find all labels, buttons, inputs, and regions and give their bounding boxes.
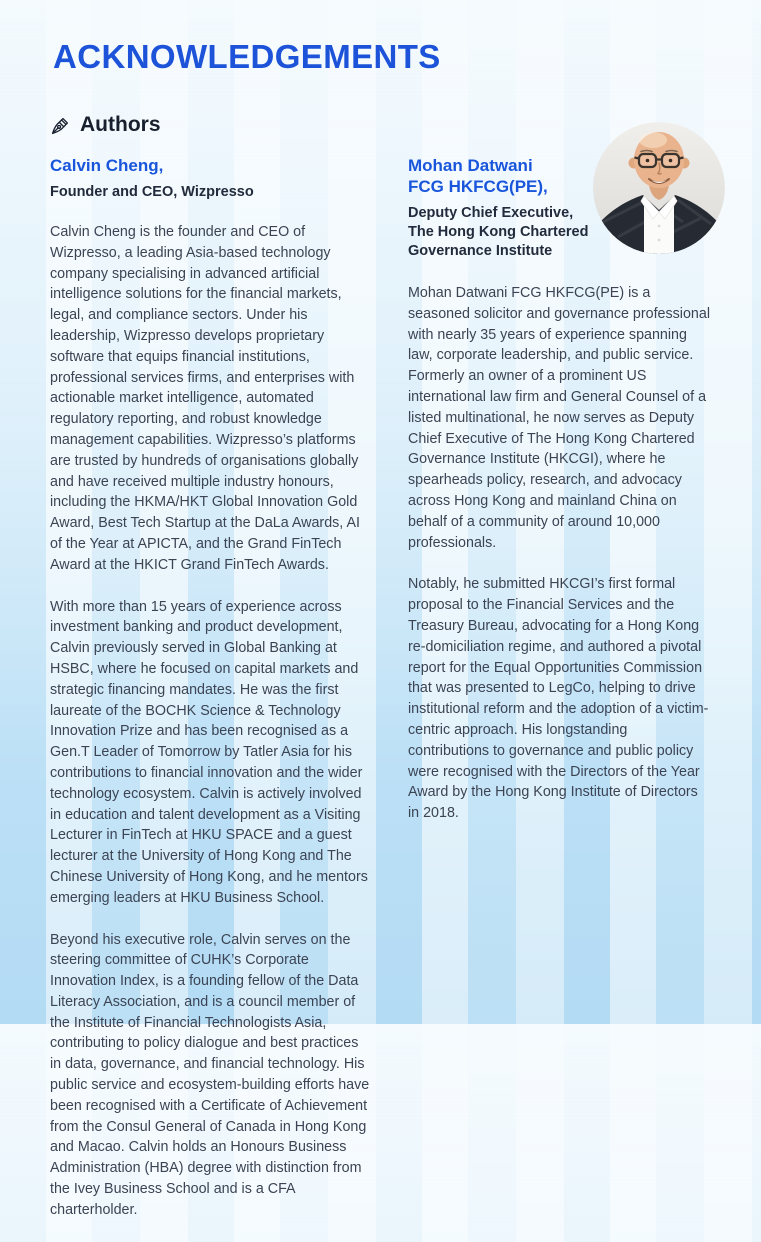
bio-paragraph: Mohan Datwani FCG HKFCG(PE) is a seasoned solicitor and governance professional with nearly 35 years of experience spanning law, corporate leadership, and public service. Formerly an owner of a prominent US international law firm and General Counsel of a listed multinational, he now serves as Deputy Chief Executive of The Hong Kong Chartered Governance Institute (HKCGI), where he spearheads policy, research, and advocacy across Hong Kong and mainland China on behalf of a community of around 10,000 professionals. <box>408 285 711 551</box>
authors-columns <box>50 155 711 1242</box>
author-photo <box>593 122 725 254</box>
bio-paragraph: Notably, he submitted HKCGI’s first formal proposal to the Financial Services and the Treasury Bureau, advocating for a Hong Kong re-domiciliation regime, and authored a pivotal report for the Equal Opportunities Commission that was presented to LegCo, helping to drive institutional reform and the adoption of a victim-centric approach. His longstanding contributions to governance and public policy were recognised with the Directors of the Year Award by the Hong Kong Institute of Directors in 2018. <box>408 576 709 822</box>
author-name: Calvin Cheng, <box>50 156 164 175</box>
author-bio <box>50 222 372 1221</box>
author-mohan-datwani <box>408 155 711 1242</box>
bio-paragraph: Beyond his executive role, Calvin serves on the steering committee of CUHK’s Corporate Innovation Index, is a founding fellow of the Data Literacy Association, and is a council member of the Institute of Financial Technologists Asia, contributing to policy dialogue and best practices in data, governance, and financial technology. His public service and ecosystem-building efforts have been recognised with a Certificate of Achievement from the Consul General of Canada in Hong Kong and Macao. Calvin holds an Honours Business Administration (HBA) degree with distinction from the Ivey Business School and is a CFA charterholder. <box>50 931 370 1218</box>
author-name-block <box>408 155 598 261</box>
author-role: Founder and CEO, Wizpresso <box>50 184 254 200</box>
author-calvin-cheng <box>50 155 372 1242</box>
authors-section-heading <box>50 113 711 137</box>
author-header <box>408 155 711 269</box>
bio-paragraph: With more than 15 years of experience across investment banking and product development, Calvin previously served in Global Banking at HSBC, where he focused on capital markets and strategic financing mandates. He was the first laureate of the BOCHK Science & Technology Innovation Prize and has been recognised as a Gen.T Leader of Tomorrow by Tatler Asia for his contributions to financial innovation and the wider technology ecosystem. Calvin is actively involved in education and talent development as a Visiting Lecturer in FinTech at HKU SPACE and a guest lecturer at the University of Hong Kong and The Chinese University of Hong Kong, and he mentors emerging leaders at HKU Business School. <box>50 598 368 906</box>
page-title: ACKNOWLEDGEMENTS <box>53 38 441 75</box>
author-bio <box>408 283 711 824</box>
authors-heading-label: Authors <box>80 113 161 136</box>
author-role: Deputy Chief Executive, The Hong Kong Chartered Governance Institute <box>408 205 589 259</box>
bio-paragraph: Calvin Cheng is the founder and CEO of Wizpresso, a leading Asia-based technology company specialising in advanced artificial intelligence solutions for the financial markets, legal, and compliance sectors. Under his leadership, Wizpresso develops proprietary software that equips financial institutions, professional services firms, and enterprises with actionable market intelligence, automated regulatory reporting, and robust knowledge management capabilities. Wizpresso’s platforms are trusted by hundreds of organisations globally and have received multiple industry honours, including the HKMA/HKT Global Innovation Gold Award, Best Tech Startup at the DaLa Awards, AI of the Year at APICTA, and the Grand FinTech Award at the HKICT Grand FinTech Awards. <box>50 224 360 573</box>
author-name: Mohan Datwani FCG HKFCG(PE), <box>408 156 548 196</box>
pen-nib-icon <box>50 115 71 136</box>
